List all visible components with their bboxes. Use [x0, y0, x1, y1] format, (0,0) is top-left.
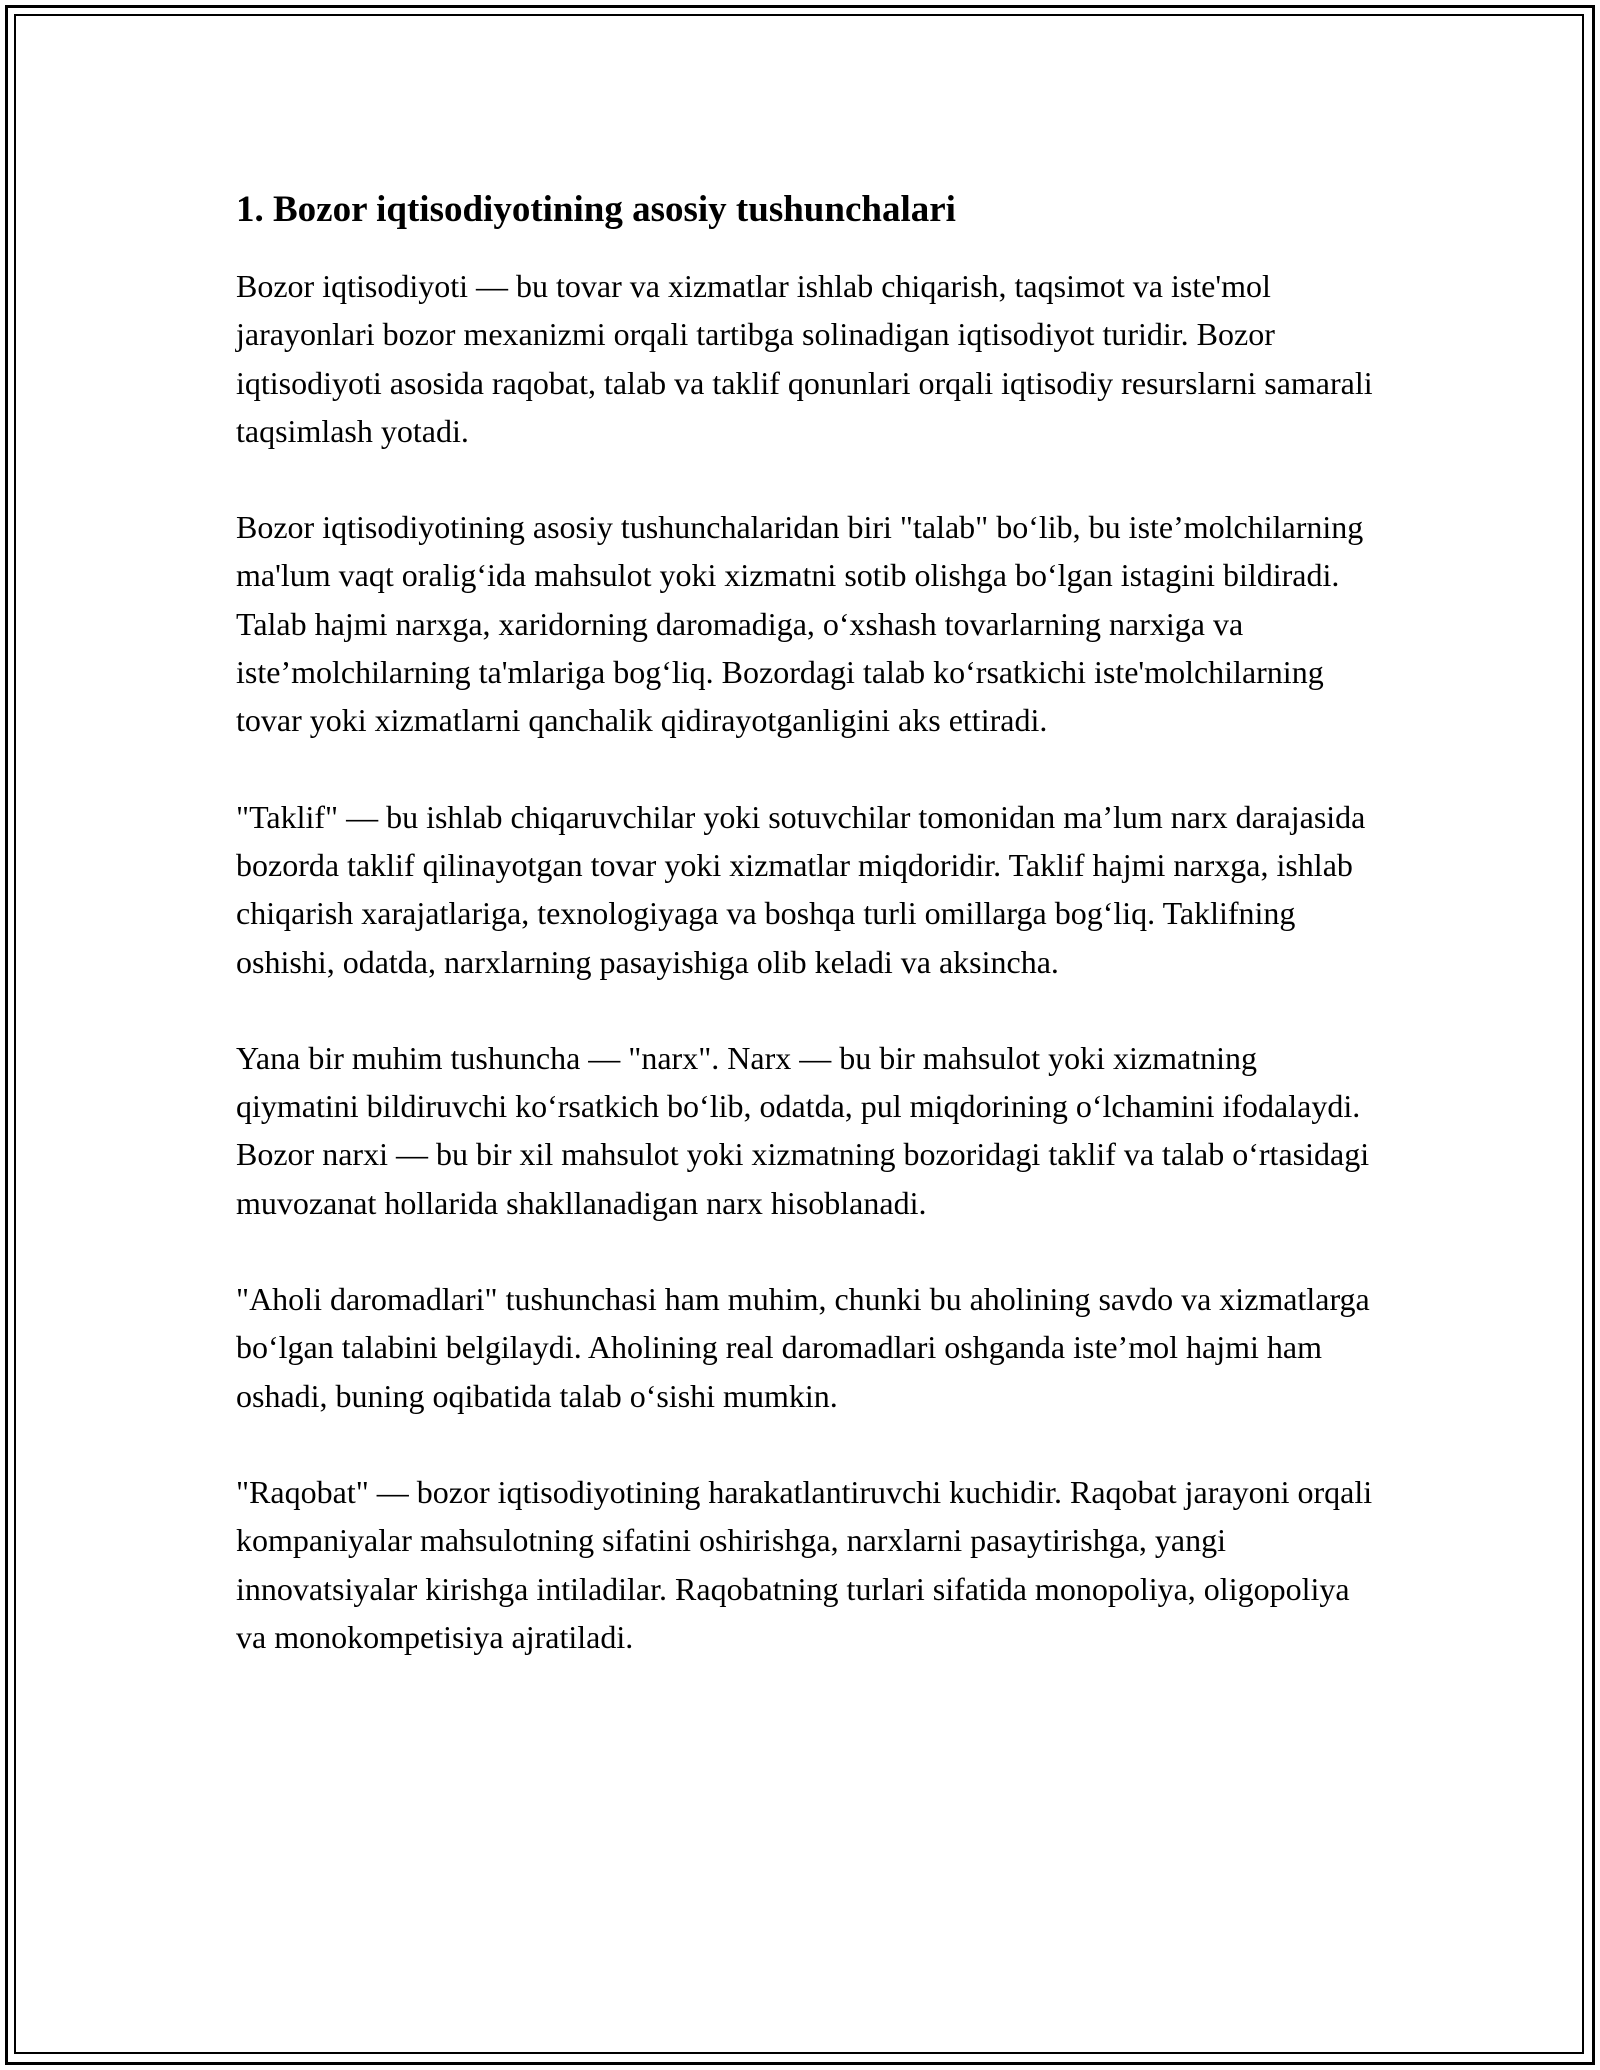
paragraph-market-economy: Bozor iqtisodiyoti — bu tovar va xizmatlar ishlab chiqarish, taqsimot va iste'mol jarayonlari bozor mexanizmi orqali tartibga solinadigan iqtisodiyot turidir. Bozor iqtisodiyoti asosida raqobat, talab va taklif qonunlari orqali iqtisodiy resurslarni samarali taqsimlash yotadi. — [236, 268, 1373, 449]
section-heading: 1. Bozor iqtisodiyotining asosiy tushunchalari — [236, 189, 956, 230]
paragraph-competition: "Raqobat" — bozor iqtisodiyotining harakatlantiruvchi kuchidir. Raqobat jarayoni orqali kompaniyalar mahsulotning sifatini oshirishga, narxlarni pasaytirishga, yangi innovatsiyalar kirishga intiladilar. Raqobatning turlari sifatida monopoliya, oligopoliya va monokompetisiya ajratiladi. — [236, 1473, 1373, 1655]
paragraph-income: "Aholi daromadlari" tushunchasi ham muhim, chunki bu aholining savdo va xizmatlarga boʻlgan talabini belgilaydi. Aholining real daromadlari oshganda iste’mol hajmi ham oshadi, buning oqibatida talab oʻsishi mumkin. — [236, 1281, 1370, 1414]
paragraph-demand: Bozor iqtisodiyotining asosiy tushunchalaridan biri "talab" boʻlib, bu iste’molchilarning ma'lum vaqt oraligʻida mahsulot yoki xizmatni sotib olishga boʻlgan istagini bildiradi. Talab hajmi narxga, xaridorning daromadiga, oʻxshash tovarlarning narxiga va iste’molchilarning ta'mlariga bogʻliq. Bozordagi talab koʻrsatkichi iste'molchilarning tovar yoki xizmatlarni qanchalik qidirayotganligini aks ettiradi. — [236, 509, 1364, 739]
paragraph-supply: "Taklif" — bu ishlab chiqaruvchilar yoki sotuvchilar tomonidan ma’lum narx darajasida bozorda taklif qilinayotgan tovar yoki xizmatlar miqdoridir. Taklif hajmi narxga, ishlab chiqarish xarajatlariga, texnologiyaga va boshqa turli omillarga bogʻliq. Taklifning oshishi, odatda, narxlarning pasayishiga olib keladi va aksincha. — [236, 798, 1366, 980]
document-body — [236, 186, 1376, 1709]
paragraph-price: Yana bir muhim tushuncha — "narx". Narx — bu bir mahsulot yoki xizmatning qiymatini bildiruvchi koʻrsatkich boʻlib, odatda, pul miqdorining oʻlchamini ifodalaydi. Bozor narxi — bu bir xil mahsulot yoki xizmatning bozoridagi taklif va talab oʻrtasidagi muvozanat hollarida shakllanadigan narx hisoblanadi. — [236, 1039, 1370, 1221]
